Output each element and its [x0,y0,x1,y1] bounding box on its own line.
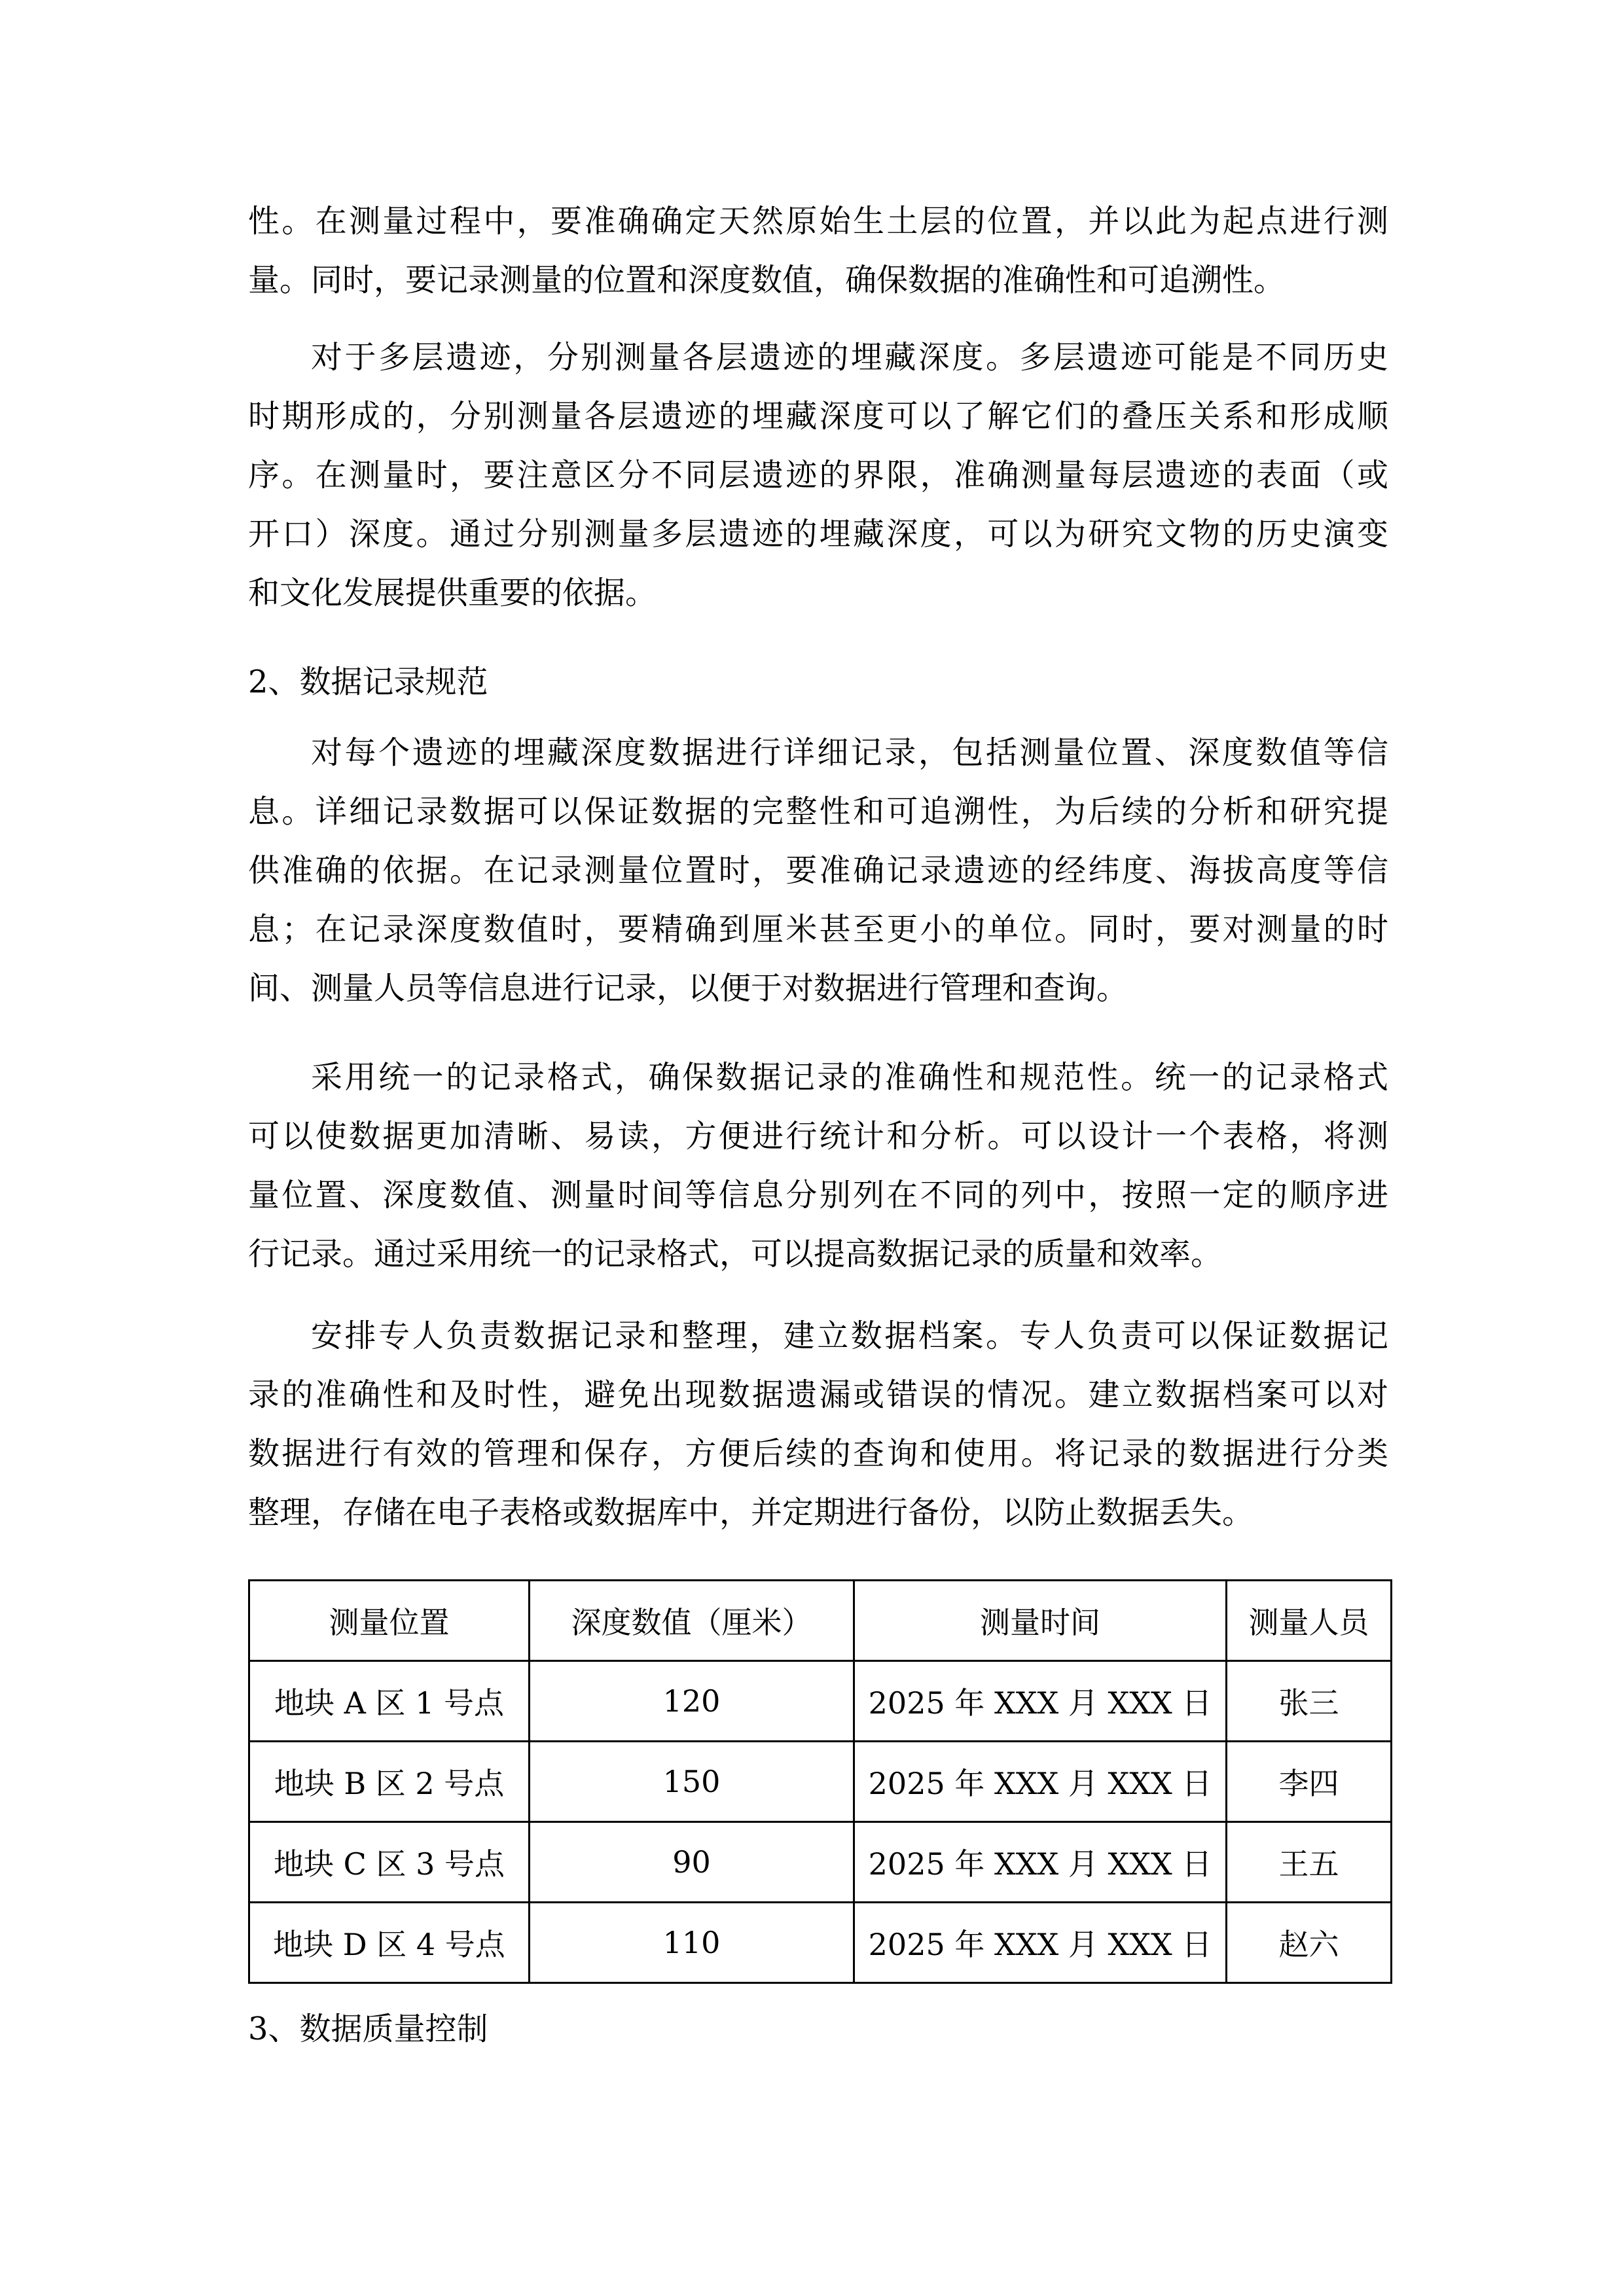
paragraph-continuation [248,192,1388,310]
paragraph-archive [248,1306,1388,1542]
header-cell: 测量位置 [249,1581,530,1661]
text-line: 录的准确性和及时性，避免出现数据遗漏或错误的情况。建立数据档案可以对 [248,1376,1388,1413]
section-heading-2: 2、数据记录规范 [248,664,488,700]
depth-record-table [248,1579,1392,1984]
text-line: 性。在测量过程中，要准确确定天然原始生土层的位置，并以此为起点进行测 [248,203,1388,240]
header-cell: 深度数值（厘米） [530,1581,854,1661]
text-line: 数据进行有效的管理和保存，方便后续的查询和使用。将记录的数据进行分类 [248,1435,1388,1472]
text-line: 采用统一的记录格式，确保数据记录的准确性和规范性。统一的记录格式 [311,1059,1388,1096]
text-line: 开口）深度。通过分别测量多层遗迹的埋藏深度，可以为研究文物的历史演变 [248,516,1388,552]
text-line: 序。在测量时，要注意区分不同层遗迹的界限，准确测量每层遗迹的表面（或 [248,457,1388,493]
cell-location: 地块 C 区 3 号点 [249,1822,530,1903]
paragraph-multilayer [248,328,1388,622]
text-line: 安排专人负责数据记录和整理，建立数据档案。专人负责可以保证数据记 [311,1318,1388,1354]
text-line: 可以使数据更加清晰、易读，方便进行统计和分析。可以设计一个表格，将测 [248,1118,1388,1155]
table-header-row [249,1581,1392,1661]
paragraph-unified-format [248,1048,1388,1283]
text-line: 整理，存储在电子表格或数据库中，并定期进行备份，以防止数据丢失。 [248,1494,1254,1531]
text-line: 息。详细记录数据可以保证数据的完整性和可追溯性，为后续的分析和研究提 [248,793,1388,830]
text-line: 量。同时，要记录测量的位置和深度数值，确保数据的准确性和可追溯性。 [248,262,1286,298]
section-heading-3: 3、数据质量控制 [248,2011,488,2047]
text-line: 对于多层遗迹，分别测量各层遗迹的埋藏深度。多层遗迹可能是不同历史 [311,339,1388,376]
cell-time: 2025 年 XXX 月 XXX 日 [854,1661,1227,1742]
cell-person: 赵六 [1227,1903,1392,1983]
cell-depth: 120 [530,1661,854,1742]
table-row [249,1822,1392,1903]
cell-location: 地块 B 区 2 号点 [249,1742,530,1822]
cell-person: 张三 [1227,1661,1392,1742]
cell-time: 2025 年 XXX 月 XXX 日 [854,1822,1227,1903]
cell-location: 地块 A 区 1 号点 [249,1661,530,1742]
cell-time: 2025 年 XXX 月 XXX 日 [854,1903,1227,1983]
table-row [249,1742,1392,1822]
cell-depth: 90 [530,1822,854,1903]
header-cell: 测量时间 [854,1581,1227,1661]
text-line: 对每个遗迹的埋藏深度数据进行详细记录，包括测量位置、深度数值等信 [311,734,1388,771]
paragraph-detailed-record [248,723,1388,1018]
text-line: 间、测量人员等信息进行记录，以便于对数据进行管理和查询。 [248,970,1128,1007]
text-line: 量位置、深度数值、测量时间等信息分别列在不同的列中，按照一定的顺序进 [248,1177,1388,1213]
cell-depth: 150 [530,1742,854,1822]
cell-person: 李四 [1227,1742,1392,1822]
table-row [249,1661,1392,1742]
text-line: 息；在记录深度数值时，要精确到厘米甚至更小的单位。同时，要对测量的时 [248,911,1388,948]
table-row [249,1903,1392,1983]
text-line: 供准确的依据。在记录测量位置时，要准确记录遗迹的经纬度、海拔高度等信 [248,852,1388,889]
cell-person: 王五 [1227,1822,1392,1903]
text-line: 行记录。通过采用统一的记录格式，可以提高数据记录的质量和效率。 [248,1236,1223,1272]
text-line: 时期形成的，分别测量各层遗迹的埋藏深度可以了解它们的叠压关系和形成顺 [248,398,1388,435]
cell-location: 地块 D 区 4 号点 [249,1903,530,1983]
header-cell: 测量人员 [1227,1581,1392,1661]
cell-time: 2025 年 XXX 月 XXX 日 [854,1742,1227,1822]
text-line: 和文化发展提供重要的依据。 [248,575,657,611]
cell-depth: 110 [530,1903,854,1983]
